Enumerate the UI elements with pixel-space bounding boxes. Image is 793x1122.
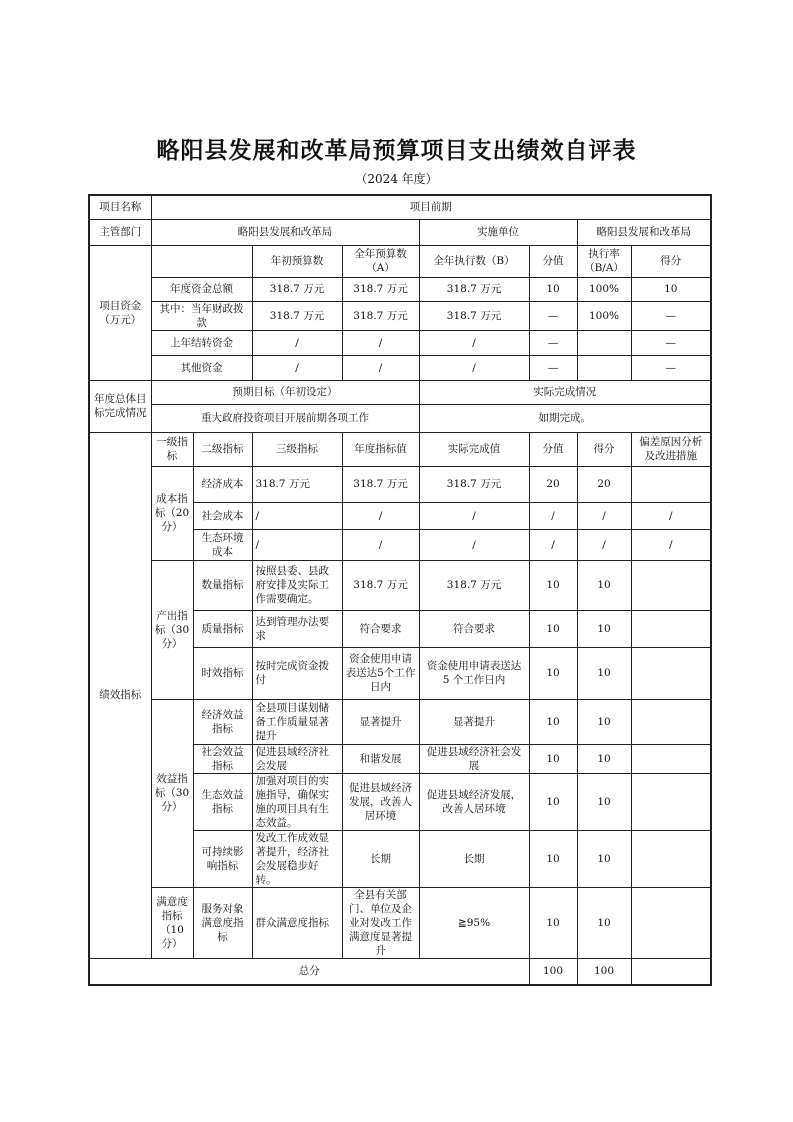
- funds-cell: —: [631, 330, 711, 355]
- funds-row: [89, 277, 711, 301]
- perf-level3: 达到管理办法要求: [252, 610, 342, 647]
- funds-header: 全年执行数（B）: [419, 245, 529, 277]
- perf-level2: 生态效益指标: [193, 773, 252, 830]
- implementer-label: 实施单位: [419, 219, 577, 245]
- funds-cell: 318.7 万元: [419, 301, 529, 330]
- perf-target: 全县有关部门、单位及企业对发改工作满意度显著提升: [342, 887, 419, 958]
- perf-level3: 按照县委、县政府安排及实际工作需要确定。: [252, 560, 342, 610]
- perf-score: 10: [577, 887, 631, 958]
- goals-value-row: [89, 404, 711, 432]
- perf-group-name: 满意度指标（10分）: [151, 887, 193, 958]
- perf-level2: 社会成本: [193, 502, 252, 529]
- perf-level3: 318.7 万元: [252, 466, 342, 502]
- funds-cell: 100%: [577, 301, 631, 330]
- perf-level2: 可持续影响指标: [193, 830, 252, 887]
- funds-cell: 318.7 万元: [252, 301, 342, 330]
- perf-level2: 数量指标: [193, 560, 252, 610]
- perf-actual: /: [419, 529, 529, 560]
- perf-level3: /: [252, 529, 342, 560]
- perf-target: 318.7 万元: [342, 466, 419, 502]
- perf-target: /: [342, 529, 419, 560]
- implementer-value: 略阳县发展和改革局: [577, 219, 711, 245]
- perf-remark: /: [631, 529, 711, 560]
- funds-cell: [577, 330, 631, 355]
- perf-remark: [631, 773, 711, 830]
- funds-cell: —: [529, 330, 577, 355]
- total-score: 100: [577, 958, 631, 985]
- perf-level2: 质量指标: [193, 610, 252, 647]
- perf-score: 10: [577, 773, 631, 830]
- perf-value: 20: [529, 466, 577, 502]
- perf-row: [89, 466, 711, 502]
- funds-cell: 10: [529, 277, 577, 301]
- funds-header: 得分: [631, 245, 711, 277]
- perf-level2: 服务对象满意度指标: [193, 887, 252, 958]
- funds-cell: —: [631, 355, 711, 380]
- perf-target: 显著提升: [342, 699, 419, 744]
- department-value: 略阳县发展和改革局: [151, 219, 419, 245]
- total-row: [89, 958, 711, 985]
- funds-header: 年初预算数: [252, 245, 342, 277]
- perf-row: [89, 560, 711, 610]
- perf-header: 分值: [529, 432, 577, 466]
- perf-value: 10: [529, 699, 577, 744]
- perf-value: 10: [529, 610, 577, 647]
- funds-cell: 100%: [577, 277, 631, 301]
- funds-cell: /: [252, 330, 342, 355]
- perf-score: 10: [577, 830, 631, 887]
- funds-header-blank: [151, 245, 252, 277]
- total-label: 总分: [89, 958, 529, 985]
- perf-value: 10: [529, 647, 577, 699]
- perf-level3: /: [252, 502, 342, 529]
- perf-target: 符合要求: [342, 610, 419, 647]
- perf-score: 10: [577, 744, 631, 773]
- perf-remark: [631, 647, 711, 699]
- perf-score: /: [577, 529, 631, 560]
- perf-level3: 发改工作成效显著提升，经济社会发展稳步好转。: [252, 830, 342, 887]
- perf-remark: [631, 744, 711, 773]
- funds-cell: /: [419, 330, 529, 355]
- perf-level2: 生态环境成本: [193, 529, 252, 560]
- perf-level2: 社会效益指标: [193, 744, 252, 773]
- perf-remark: [631, 610, 711, 647]
- perf-actual: 促进县域经济发展，改善人居环境: [419, 773, 529, 830]
- page-title: 略阳县发展和改革局预算项目支出绩效自评表: [156, 137, 637, 164]
- perf-level2: 经济成本: [193, 466, 252, 502]
- funds-label: 项目资金（万元）: [89, 245, 151, 380]
- perf-level3: 群众满意度指标: [252, 887, 342, 958]
- goals-expected-label: 预期目标（年初设定）: [151, 380, 419, 404]
- perf-actual: 符合要求: [419, 610, 529, 647]
- perf-level3: 全县项目谋划储备工作质量显著提升: [252, 699, 342, 744]
- perf-target: /: [342, 502, 419, 529]
- funds-cell: /: [252, 355, 342, 380]
- funds-row: [89, 355, 711, 380]
- funds-header: 执行率（B/A）: [577, 245, 631, 277]
- perf-header: 实际完成值: [419, 432, 529, 466]
- perf-score: 10: [577, 699, 631, 744]
- perf-header: 年度指标值: [342, 432, 419, 466]
- funds-row-label: 年度资金总额: [151, 277, 252, 301]
- perf-value: 10: [529, 887, 577, 958]
- perf-score: /: [577, 502, 631, 529]
- perf-remark: [631, 830, 711, 887]
- project-name-label: 项目名称: [89, 195, 151, 219]
- perf-score: 10: [577, 560, 631, 610]
- funds-cell: 318.7 万元: [252, 277, 342, 301]
- perf-actual: 促进县域经济社会发展: [419, 744, 529, 773]
- perf-actual: /: [419, 502, 529, 529]
- perf-level2: 时效指标: [193, 647, 252, 699]
- perf-header: 三级指标: [252, 432, 342, 466]
- perf-actual: ≧95%: [419, 887, 529, 958]
- perf-score: 20: [577, 466, 631, 502]
- perf-remark: [631, 699, 711, 744]
- funds-row-label: 其他资金: [151, 355, 252, 380]
- project-name-row: [89, 195, 711, 219]
- goals-expected-value: 重大政府投资项目开展前期各项工作: [151, 404, 419, 432]
- funds-cell: —: [529, 301, 577, 330]
- goals-label: 年度总体目标完成情况: [89, 380, 151, 432]
- perf-header-row: [89, 432, 711, 466]
- funds-header: 全年预算数（A）: [342, 245, 419, 277]
- perf-level2: 经济效益指标: [193, 699, 252, 744]
- department-row: [89, 219, 711, 245]
- perf-score: 10: [577, 647, 631, 699]
- perf-score: 10: [577, 610, 631, 647]
- funds-header: 分值: [529, 245, 577, 277]
- perf-group-name: 效益指标（30分）: [151, 699, 193, 887]
- perf-remark: [631, 466, 711, 502]
- funds-cell: /: [419, 355, 529, 380]
- funds-row-label: 上年结转资金: [151, 330, 252, 355]
- perf-group-name: 产出指标（30分）: [151, 560, 193, 699]
- project-name-value: 项目前期: [151, 195, 711, 219]
- perf-remark: [631, 887, 711, 958]
- perf-row: [89, 887, 711, 958]
- funds-cell: 318.7 万元: [342, 277, 419, 301]
- funds-cell: —: [529, 355, 577, 380]
- funds-cell: 318.7 万元: [342, 301, 419, 330]
- funds-cell: —: [631, 301, 711, 330]
- funds-row: [89, 301, 711, 330]
- perf-row: [89, 699, 711, 744]
- perf-value: /: [529, 529, 577, 560]
- perf-header: 得分: [577, 432, 631, 466]
- funds-row: [89, 330, 711, 355]
- perf-target: 318.7 万元: [342, 560, 419, 610]
- department-label: 主管部门: [89, 219, 151, 245]
- perf-header: 二级指标: [193, 432, 252, 466]
- perf-actual: 318.7 万元: [419, 560, 529, 610]
- perf-remark: /: [631, 502, 711, 529]
- goals-actual-label: 实际完成情况: [419, 380, 711, 404]
- total-value: 100: [529, 958, 577, 985]
- funds-cell: [577, 355, 631, 380]
- total-remark: [631, 958, 711, 985]
- perf-remark: [631, 560, 711, 610]
- funds-cell: /: [342, 355, 419, 380]
- perf-target: 促进县域经济发展，改善人居环境: [342, 773, 419, 830]
- goals-actual-value: 如期完成。: [419, 404, 711, 432]
- perf-actual: 长期: [419, 830, 529, 887]
- funds-cell: 318.7 万元: [419, 277, 529, 301]
- perf-label: 绩效指标: [89, 432, 151, 958]
- perf-value: 10: [529, 744, 577, 773]
- perf-value: /: [529, 502, 577, 529]
- perf-group-name: 成本指标（20分）: [151, 466, 193, 560]
- perf-target: 长期: [342, 830, 419, 887]
- goals-header-row: [89, 380, 711, 404]
- perf-header: 偏差原因分析及改进措施: [631, 432, 711, 466]
- funds-row-label: 其中：当年财政拨款: [151, 301, 252, 330]
- page-subtitle: （2024 年度）: [355, 172, 438, 186]
- perf-value: 10: [529, 560, 577, 610]
- perf-actual: 显著提升: [419, 699, 529, 744]
- perf-target: 资金使用申请表送达5个工作日内: [342, 647, 419, 699]
- self-evaluation-table: [88, 194, 712, 986]
- perf-level3: 加强对项目的实施指导，确保实施的项目具有生态效益。: [252, 773, 342, 830]
- perf-target: 和谐发展: [342, 744, 419, 773]
- funds-cell: /: [342, 330, 419, 355]
- perf-level3: 促进县域经济社会发展: [252, 744, 342, 773]
- funds-cell: 10: [631, 277, 711, 301]
- perf-actual: 资金使用申请表送达 5 个工作日内: [419, 647, 529, 699]
- perf-actual: 318.7 万元: [419, 466, 529, 502]
- perf-value: 10: [529, 830, 577, 887]
- perf-value: 10: [529, 773, 577, 830]
- perf-header: 一级指标: [151, 432, 193, 466]
- funds-header-row: [89, 245, 711, 277]
- perf-level3: 按时完成资金拨付: [252, 647, 342, 699]
